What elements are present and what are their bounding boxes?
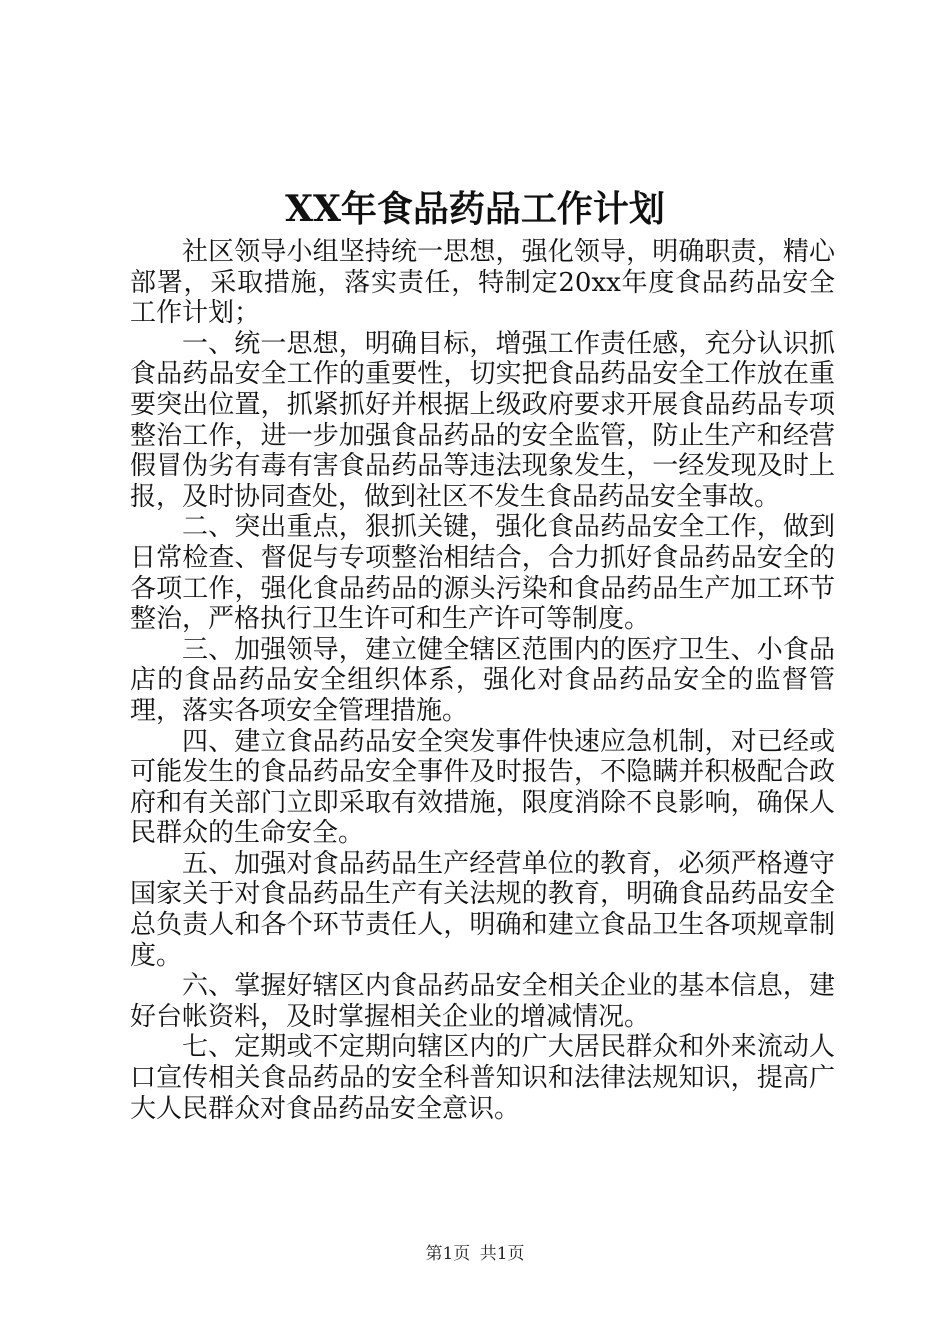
paragraph-item-1: 一、统一思想，明确目标，增强工作责任感，充分认识抓食品药品安全工作的重要性，切实把食品药品安全工作放在重要突出位置，抓紧抓好并根据上级政府要求开展食品药品专项整治工作，进一步加强食品药品的安全监管，防止生产和经营假冒伪劣有毒有害食品药品等违法现象发生，一经发现及时上报，及时协同查处，做到社区不发生食品药品安全事故。 [130,328,835,512]
document-body [130,237,835,1124]
paragraph-item-3: 三、加强领导，建立健全辖区范围内的医疗卫生、小食品店的食品药品安全组织体系，强化对食品药品安全的监督管理，落实各项安全管理措施。 [130,634,835,726]
paragraph-item-5: 五、加强对食品药品生产经营单位的教育，必须严格遵守国家关于对食品药品生产有关法规的教育，明确食品药品安全总负责人和各个环节责任人，明确和建立食品卫生各项规章制度。 [130,848,835,971]
paragraph-item-6: 六、掌握好辖区内食品药品安全相关企业的基本信息，建好台帐资料，及时掌握相关企业的增减情况。 [130,971,835,1032]
paragraph-item-2: 二、突出重点，狠抓关键，强化食品药品安全工作，做到日常检查、督促与专项整治相结合，合力抓好食品药品安全的各项工作，强化食品药品的源头污染和食品药品生产加工环节整治，严格执行卫生许可和生产许可等制度。 [130,512,835,635]
page-footer [0,1242,950,1266]
paragraph-intro: 社区领导小组坚持统一思想，强化领导，明确职责，精心部署，采取措施，落实责任，特制定20xx年度食品药品安全工作计划； [130,237,835,329]
paragraph-item-7: 七、定期或不定期向辖区内的广大居民群众和外来流动人口宣传相关食品药品的安全科普知识和法律法规知识，提高广大人民群众对食品药品安全意识。 [130,1032,835,1124]
paragraph-item-4: 四、建立食品药品安全突发事件快速应急机制，对已经或可能发生的食品药品安全事件及时报告，不隐瞒并积极配合政府和有关部门立即采取有效措施，限度消除不良影响，确保人民群众的生命安全。 [130,726,835,849]
document-title: XX年食品药品工作计划 [285,188,665,230]
page-total: 共1页 [479,1244,525,1264]
page-number: 第1页 [425,1244,471,1264]
